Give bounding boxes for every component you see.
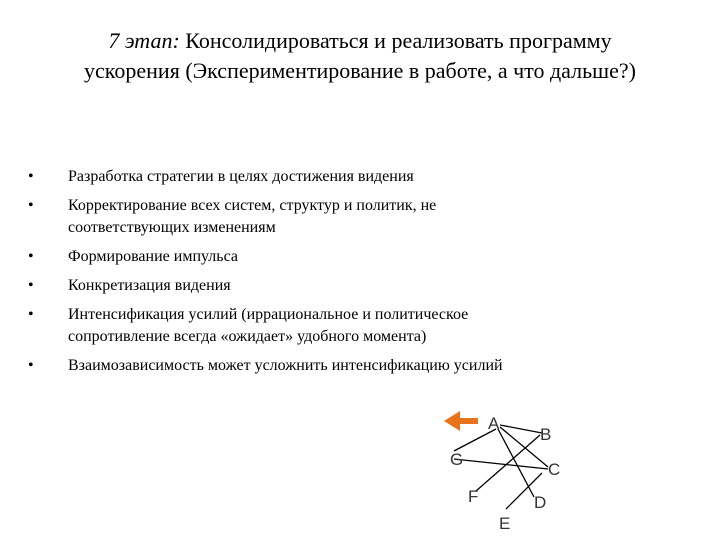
bullet-item [20, 246, 670, 268]
bullet-text-line-1: Разработка стратегии в целях достижения видения [68, 168, 414, 185]
node-b-label: B [540, 425, 552, 444]
node-e-label: E [499, 514, 511, 533]
bullet-text-line-2: соответствующих изменениям [68, 219, 276, 236]
node-g-label: G [450, 450, 464, 469]
slide-title [40, 26, 680, 86]
title-line-2: ускорения (Экспериментирование в работе, а что дальше?) [84, 58, 636, 83]
bullet-item [20, 166, 670, 188]
bullet-dot: • [28, 357, 34, 374]
title-line-1: Консолидироваться и реализовать программу [179, 28, 612, 53]
bullet-text-line-1: Корректирование всех систем, структур и политик, не [68, 197, 437, 214]
bullet-list [20, 166, 670, 384]
bullet-item [20, 304, 670, 348]
bullet-dot: • [28, 248, 34, 265]
bullet-dot: • [28, 168, 34, 185]
bullet-text-line-2: сопротивление всегда «ожидает» удобного момента) [68, 328, 427, 345]
node-c-label: C [548, 460, 561, 479]
bullet-item [20, 355, 670, 377]
left-arrow-icon [444, 411, 478, 431]
arrow-head [444, 411, 460, 431]
bullet-text-line-1: Взаимозависимость может усложнить интенсификацию усилий [68, 357, 503, 374]
bullet-dot: • [28, 277, 34, 294]
bullet-item [20, 275, 670, 297]
node-d-label: D [534, 493, 547, 512]
node-a-label: A [488, 414, 500, 433]
bullet-item [20, 195, 670, 239]
node-f-label: F [468, 487, 479, 506]
bullet-dot: • [28, 306, 34, 323]
edge-g-c [454, 459, 548, 469]
stage-label: 7 этап: [108, 28, 180, 53]
bullet-dot: • [28, 197, 34, 214]
bullet-text-line-1: Формирование импульса [68, 248, 238, 265]
bullet-text-line-1: Интенсификация усилий (иррациональное и политическое [68, 306, 469, 323]
bullet-text-line-1: Конкретизация видения [68, 277, 231, 294]
interdependence-diagram [430, 405, 580, 535]
